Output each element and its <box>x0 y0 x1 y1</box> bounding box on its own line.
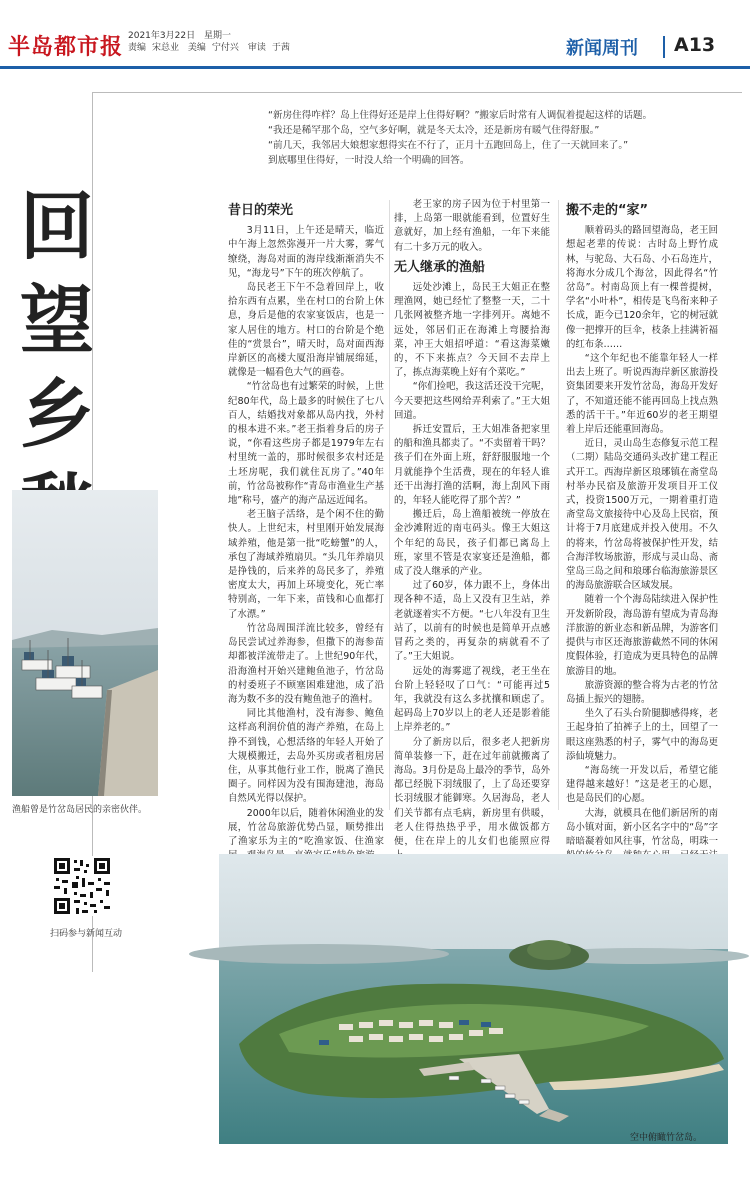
paragraph: 分了新房以后，很多老人把新房简单装修一下，赶在过年前就搬离了海岛。3月份是岛上最冷的季节，岛外都已经脱下羽绒服了，上了岛还要穿长羽绒服才能御寒。久居海岛，老人们关节都有点毛病，新房里有供暖，老人住得热热乎乎，用水做饭都方便，住在岸上的儿女们也能照应得 <box>394 736 550 847</box>
editor-name: 宋总业 <box>152 43 180 53</box>
issue-date: 2021年3月22日 <box>128 31 196 41</box>
paragraph: 过了60岁，体力跟不上，身体出现各种不适，岛上又没有卫生站，养老就逐着实不方便。“七八年没有卫生站了，以前有的时候也是简单开点感冒药之类的，再复杂的病就看不了了。”王大姐说。 <box>394 580 550 663</box>
section-heading-glory: 昔日的荣光 <box>228 203 294 218</box>
headline-char: 乡 <box>20 372 94 458</box>
designer-label: 美编 <box>187 43 206 53</box>
paragraph: “这个年纪也不能靠年轻人一样出去上班了。听说西海岸新区旅游投资集团要来开发竹岔岛，海岛开发好了，不知道还能不能再回岛上找点熟悉的活干干。”年近60岁的老王期望着上岸后还能重回海岛。 <box>566 353 718 436</box>
paragraph: 老王脑子活络，是个闲不住的勤快人。上世纪末，村里刚开始发展海域养殖，他是第一批“吃螃蟹”的人，承包了海域养殖扇贝。“头几年养扇贝是挣钱的，后来养的岛民多了，养殖密度太大，再加上环境变化，死亡率特别高，一年下来，苗钱和心血都打了水漂。” <box>228 509 384 620</box>
intro-line: 到底哪里住得好，一时没人给一个明确的回答。 <box>268 155 470 166</box>
frame-rule-top <box>92 92 742 93</box>
paragraph: 搬迁后，岛上渔船被统一停放在金沙滩附近的南屯码头。像王大姐这个年纪的岛民，孩子们都已离岛上班，家里不管是农家宴还是渔船，都成了没人继承的产业。 <box>394 509 550 578</box>
headline-char: 望 <box>20 278 94 364</box>
intro-line: “前几天，我邻居大娘想家想得实在不行了，正月十五跑回岛上，住了一天就回来了。” <box>268 140 629 151</box>
proof-label: 审读 <box>247 43 266 53</box>
article-column-2 <box>394 198 550 847</box>
paragraph: “海岛统一开发以后，希望它能建得越来越好！”这是老王的心愿，也是岛民们的心愿。 <box>566 764 718 805</box>
section-heading-fishing-boat: 无人继承的渔船 <box>394 259 486 275</box>
paragraph: 随着一个个海岛陆续进入保护性开发新阶段，海岛游有望成为青岛海洋旅游的新业态和新品牌，为游客们提供与市区还海旅游截然不同的休闲度假体验，打造成为更具特色的品牌旅游目的地。 <box>566 594 718 677</box>
designer-name: 宁付兴 <box>211 43 239 53</box>
header-divider <box>663 36 665 58</box>
paragraph: 远处沙滩上，岛民王大姐正在整理渔网，她已经忙了整整一天，二十几张网被整齐地一字排列开。离她不远处，邻居们正在海滩上弯腰拾海菜，冲王大姐招呼道：“看这海菜嫩的，不下来拣点？今天回不去岸上了，拣点海菜晚上好有个菜吃。” <box>394 282 550 379</box>
intro-line: “我还是稀罕那个岛，空气多好啊，就是冬天太冷，还是新房有暖气住得舒服。” <box>268 125 600 136</box>
issue-weekday: 星期一 <box>203 31 231 41</box>
article-column-3 <box>566 198 718 847</box>
page-number: A13 <box>674 34 716 56</box>
paragraph: 近日，灵山岛生态修复示范工程（二期）陆岛交通码头改扩建工程正式开工。西海岸新区琅琊镇在斋堂岛村举办民宿及旅游开发项目开工仪式，投资1500万元，一期着重打造斋堂岛文旅接待中心及岛上民宿，预计将于7月底建成并投入使用。不久的将来，竹岔岛将被保护性开发，结合海洋牧场旅游，形成与灵山岛、斋堂岛三岛之间和琅琊台临海旅游景区的海岛旅游联合区域发展。 <box>566 438 718 592</box>
issue-meta <box>128 30 296 54</box>
harbor-photo-image <box>12 490 158 796</box>
harbor-photo <box>12 490 158 796</box>
paragraph: 顺着码头的路回望海岛，老王回想起老辈的传说：古时岛上野竹成林，与驼岛、大石岛、小石岛连片，将海水分成几个海岔，因此得名“竹岔岛”。村南岛顶上有一棵普提树，学名“小叶朴”，相传是飞鸟衔来种子长成，距今已120余年，它的树冠就像一把撑开的巨伞，枝条上挂满祈福的红布条…… <box>566 225 718 350</box>
paragraph: 旅游资源的整合将为古老的竹岔岛插上振兴的翅膀。 <box>566 679 718 705</box>
masthead <box>0 0 750 70</box>
header-rule <box>0 66 750 69</box>
qr-caption: 扫码参与新闻互动 <box>50 929 123 939</box>
article-column-1 <box>228 198 384 847</box>
paragraph: 岛民老王下午不急着回岸上，收拾东西有点累，坐在村口的台阶上休息，身后是他的农家宴饭店，也是一家人居住的地方。村口的台阶是个绝佳的“赏景台”，晴天时，岛对面西海岸新区的高楼大厦沿海岸铺展绵延，就像是一幅看色大气的画卷。 <box>228 282 384 379</box>
aerial-photo-caption: 空中俯瞰竹岔岛。 <box>630 1133 703 1143</box>
paragraph: “你们捡吧，我这活还没干完呢，今天要把这些网给弄利索了。”王大姐回道。 <box>394 381 550 421</box>
qr-code-icon <box>52 856 112 916</box>
aerial-island-photo-image <box>219 854 728 1144</box>
headline-char: 回 <box>20 184 94 270</box>
section-name: 新闻周刊 <box>566 38 638 59</box>
column-divider <box>389 200 390 810</box>
intro-block <box>268 108 718 168</box>
paragraph: 拆迁安置后，王大姐准备把家里的船和渔具都卖了。“不卖留着干吗？孩子们在外面上班，舒舒服服地一个月就能挣个生活费，现在的年轻人谁还干出海打渔的活啊，海上刮风下雨的，年轻人能吃得了那个苦？” <box>394 424 550 507</box>
aerial-island-photo <box>219 854 728 1144</box>
paragraph: “竹岔岛也有过繁荣的时候，上世纪80年代，岛上最多的时候住了七八百人，结婚找对象都从岛内找，外村的根本进不来。”老王指着身后的房子说，“你看这些房子都是1979年左右村里统一盖的，那时候很多农村还是土坯房呢，我们就住瓦房了。”40年前，竹岔岛被称作“青岛市渔业生产基地”称号，盛产的海产品远近闻名。 <box>228 381 384 507</box>
paragraph: 远处的海雾遮了视线，老王坐在台阶上轻轻叹了口气：“可能再过5年，我就没有这么多扰攘和顾虑了。起码岛上70岁以上的老人还是影着能上岸养老的。” <box>394 665 550 734</box>
paragraph: 竹岔岛周围洋流比较多，曾经有岛民尝试过养海参，但撒下的海参苗却都被洋流带走了。上世纪90年代，沿海渔村开始兴建鲍鱼池子，竹岔岛的村委班子不顾塞困难建池，成了沿海为数不多的没有鲍鱼池子的渔村。 <box>228 622 384 705</box>
qr-code[interactable] <box>52 856 112 916</box>
section-heading-home: 搬不走的“家” <box>566 203 649 218</box>
proofreader-name: 于茜 <box>271 43 290 53</box>
paragraph: 3月11日，上午还是晴天，临近中午海上忽然弥漫开一片大雾，雾气缭绕，海岛对面的海岸线渐渐消失不见，“海龙号”下午的班次停航了。 <box>228 225 384 279</box>
column-divider <box>558 200 559 810</box>
paragraph: 2000年以后，随着休闲渔业的发展，竹岔岛旅游优势凸显，顺势推出了渔家乐为主的“吃渔家饭、住渔家 <box>228 807 384 847</box>
harbor-photo-caption: 渔船曾是竹岔岛居民的亲密伙伴。 <box>12 805 148 815</box>
paragraph: 大海，就模具在他们新居所的南岛小镇对面，新小区名字中的“岛”字暗暗凝着如风往事，竹岔岛，明珠一 <box>566 807 718 847</box>
paragraph: 老王家的房子因为位于村里第一排，上岛第一眼就能看到，位置好生意就好，加上经有渔船，一年下来能有二十多万元的收入。 <box>394 199 550 253</box>
editor-label: 责编 <box>128 43 147 53</box>
paragraph: 坐久了石头台阶腿脚感得疼，老王起身拍了拍裤子上的土，回望了一眼这座熟悉的村子，雾气中的海岛更添仙境魅力。 <box>566 708 718 762</box>
newspaper-logo: 半岛都市报 <box>8 34 124 60</box>
intro-line: “新房住得咋样？岛上住得好还是岸上住得好啊？”搬家后时常有人调侃着提起这样的话题。 <box>268 110 653 121</box>
paragraph: 同比其他渔村，没有海参、鲍鱼这样高利润价值的海产养殖，在岛上挣不到钱，心想活络的年轻人开始了大规模搬迁，去岛外买房或者租房居住，从事其他行业工作，脱离了渔民圈子。同样因为没有围海建池，海岛自然风光得以保护。 <box>228 708 384 805</box>
